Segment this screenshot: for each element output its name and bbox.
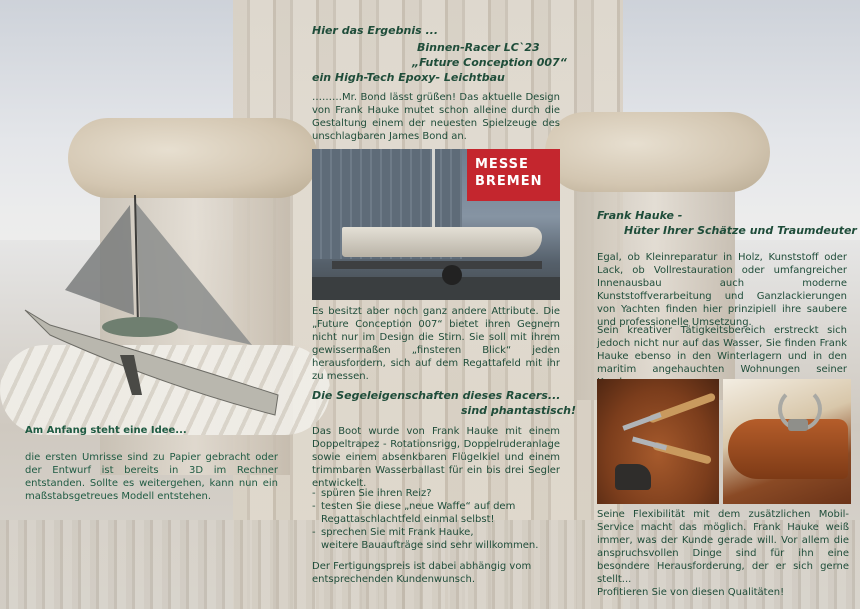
cockpit — [102, 317, 178, 337]
photo-floor — [312, 277, 560, 300]
result-heading-line4: ein High-Tech Epoxy- Leichtbau — [312, 71, 505, 84]
list-item: - testen Sie diese „neue Waffe“ auf dem — [312, 500, 560, 513]
services-paragraph: Egal, ob Kleinreparatur in Holz, Kunststoff oder Lack, ob Vollrestauration oder umfangreicher Innenausbau auch moderne Kunststoffverarbeitung und Ganzlackierungen von Yachten finden hier prinzipiell ihre saubere und professionelle Umsetzung. — [597, 252, 847, 328]
guardian-heading-line1: Frank Hauke - — [597, 209, 683, 222]
intro-heading: Am Anfang steht eine Idee... — [25, 425, 187, 436]
boat-fitting-photo — [723, 379, 851, 504]
result-heading-line2: Binnen-Racer LC`23 — [417, 41, 540, 54]
messe-sign — [467, 149, 560, 201]
mobile-service-text: Seine Flexibilität mit dem zusätzlichen Mobil-Service macht das möglich. Frank Hauke weiß immer, was der Kunde gerade will. Vor allem die anspruchsvollen Dinge sind für ihn eine besondere Herausforderung, der er sich gerne stellt... — [597, 509, 849, 585]
design-paragraph: Das Boot wurde von Frank Hauke mit einem Doppeltrapez - Rotationsrigg, Doppelruderanlage sowie einem absenkbaren Flügelkiel und einem trimmbaren Wasserballast für ein bis drei Segler entwickelt. — [312, 426, 560, 489]
list-item-continuation: weitere Bauaufträge sind sehr willkommen. — [321, 540, 539, 551]
sailboat-model-image — [20, 195, 285, 420]
feature-list — [312, 487, 560, 552]
result-heading-line1: Hier das Ergebnis ... — [312, 24, 439, 37]
attributes-paragraph: Es besitzt aber noch ganz andere Attribute. Die „Future Conception 007“ bietet ihren Gegnern nicht nur im Design die Stirn. Sie soll mit ihrem gewissermaßen „finsteren Blick“ jeden herausfordern, sich auf dem Regattafeld mit ihr zu messen. — [312, 306, 560, 382]
photo-trailer — [332, 261, 542, 269]
sailing-heading-line1: Die Segeleigenschaften dieses Racers... — [312, 389, 561, 402]
woodwork-tools-photo — [597, 379, 719, 504]
list-item: - spüren Sie ihren Reiz? — [312, 487, 560, 500]
jib-sail — [65, 205, 134, 315]
chisel-blade — [632, 437, 667, 451]
creative-paragraph: Sein kreativer Tätigkeitsbereich erstreckt sich jedoch nicht nur auf das Wasser, Sie finden Frank Hauke ebenso in den Winterlagern und in den maritim angehauchten Wohnungen seiner — [597, 325, 847, 375]
sign-line2: BREMEN — [475, 174, 543, 189]
list-item: - sprechen Sie mit Frank Hauke, — [312, 526, 560, 539]
bond-paragraph: ………Mr. Bond lässt grüßen! Das aktuelle Design von Frank Hauke mutet schon alleine durch die Gestaltung einem der neuesten Spielzeuge des unschlagbaren James Bond an. — [312, 92, 560, 142]
fitting-base — [788, 419, 808, 431]
mobile-service-paragraph — [597, 508, 849, 599]
price-paragraph: Der Fertigungspreis ist dabei abhängig vom entsprechenden Kundenwunsch. — [312, 561, 532, 585]
bollard-left-cap — [68, 118, 318, 198]
closing-line: Profitieren Sie von diesen Qualitäten! — [597, 587, 785, 598]
photo-wheel — [442, 265, 462, 285]
sign-line1: MESSE — [475, 157, 529, 172]
boat-show-photo — [312, 149, 560, 300]
intro-paragraph: die ersten Umrisse sind zu Papier gebracht oder der Entwurf ist bereits in 3D im Rechner entstanden. Sollte es weitergehen, kann nun ein maßstabsgetreues Modell entstehen. — [25, 452, 278, 502]
bollard-right-cap — [545, 112, 770, 192]
guardian-heading-line2: Hüter Ihrer Schätze und Traumdeuter — [624, 224, 857, 237]
chisel-handle — [648, 392, 717, 423]
hand-plane — [615, 464, 651, 490]
sailing-heading-line2: sind phantastisch! — [461, 404, 576, 417]
list-item-continuation: Regattaschlachtfeld einmal selbst! — [321, 514, 495, 525]
result-heading-line3: „Future Conception 007“ — [412, 56, 567, 69]
photo-hull — [342, 227, 542, 257]
